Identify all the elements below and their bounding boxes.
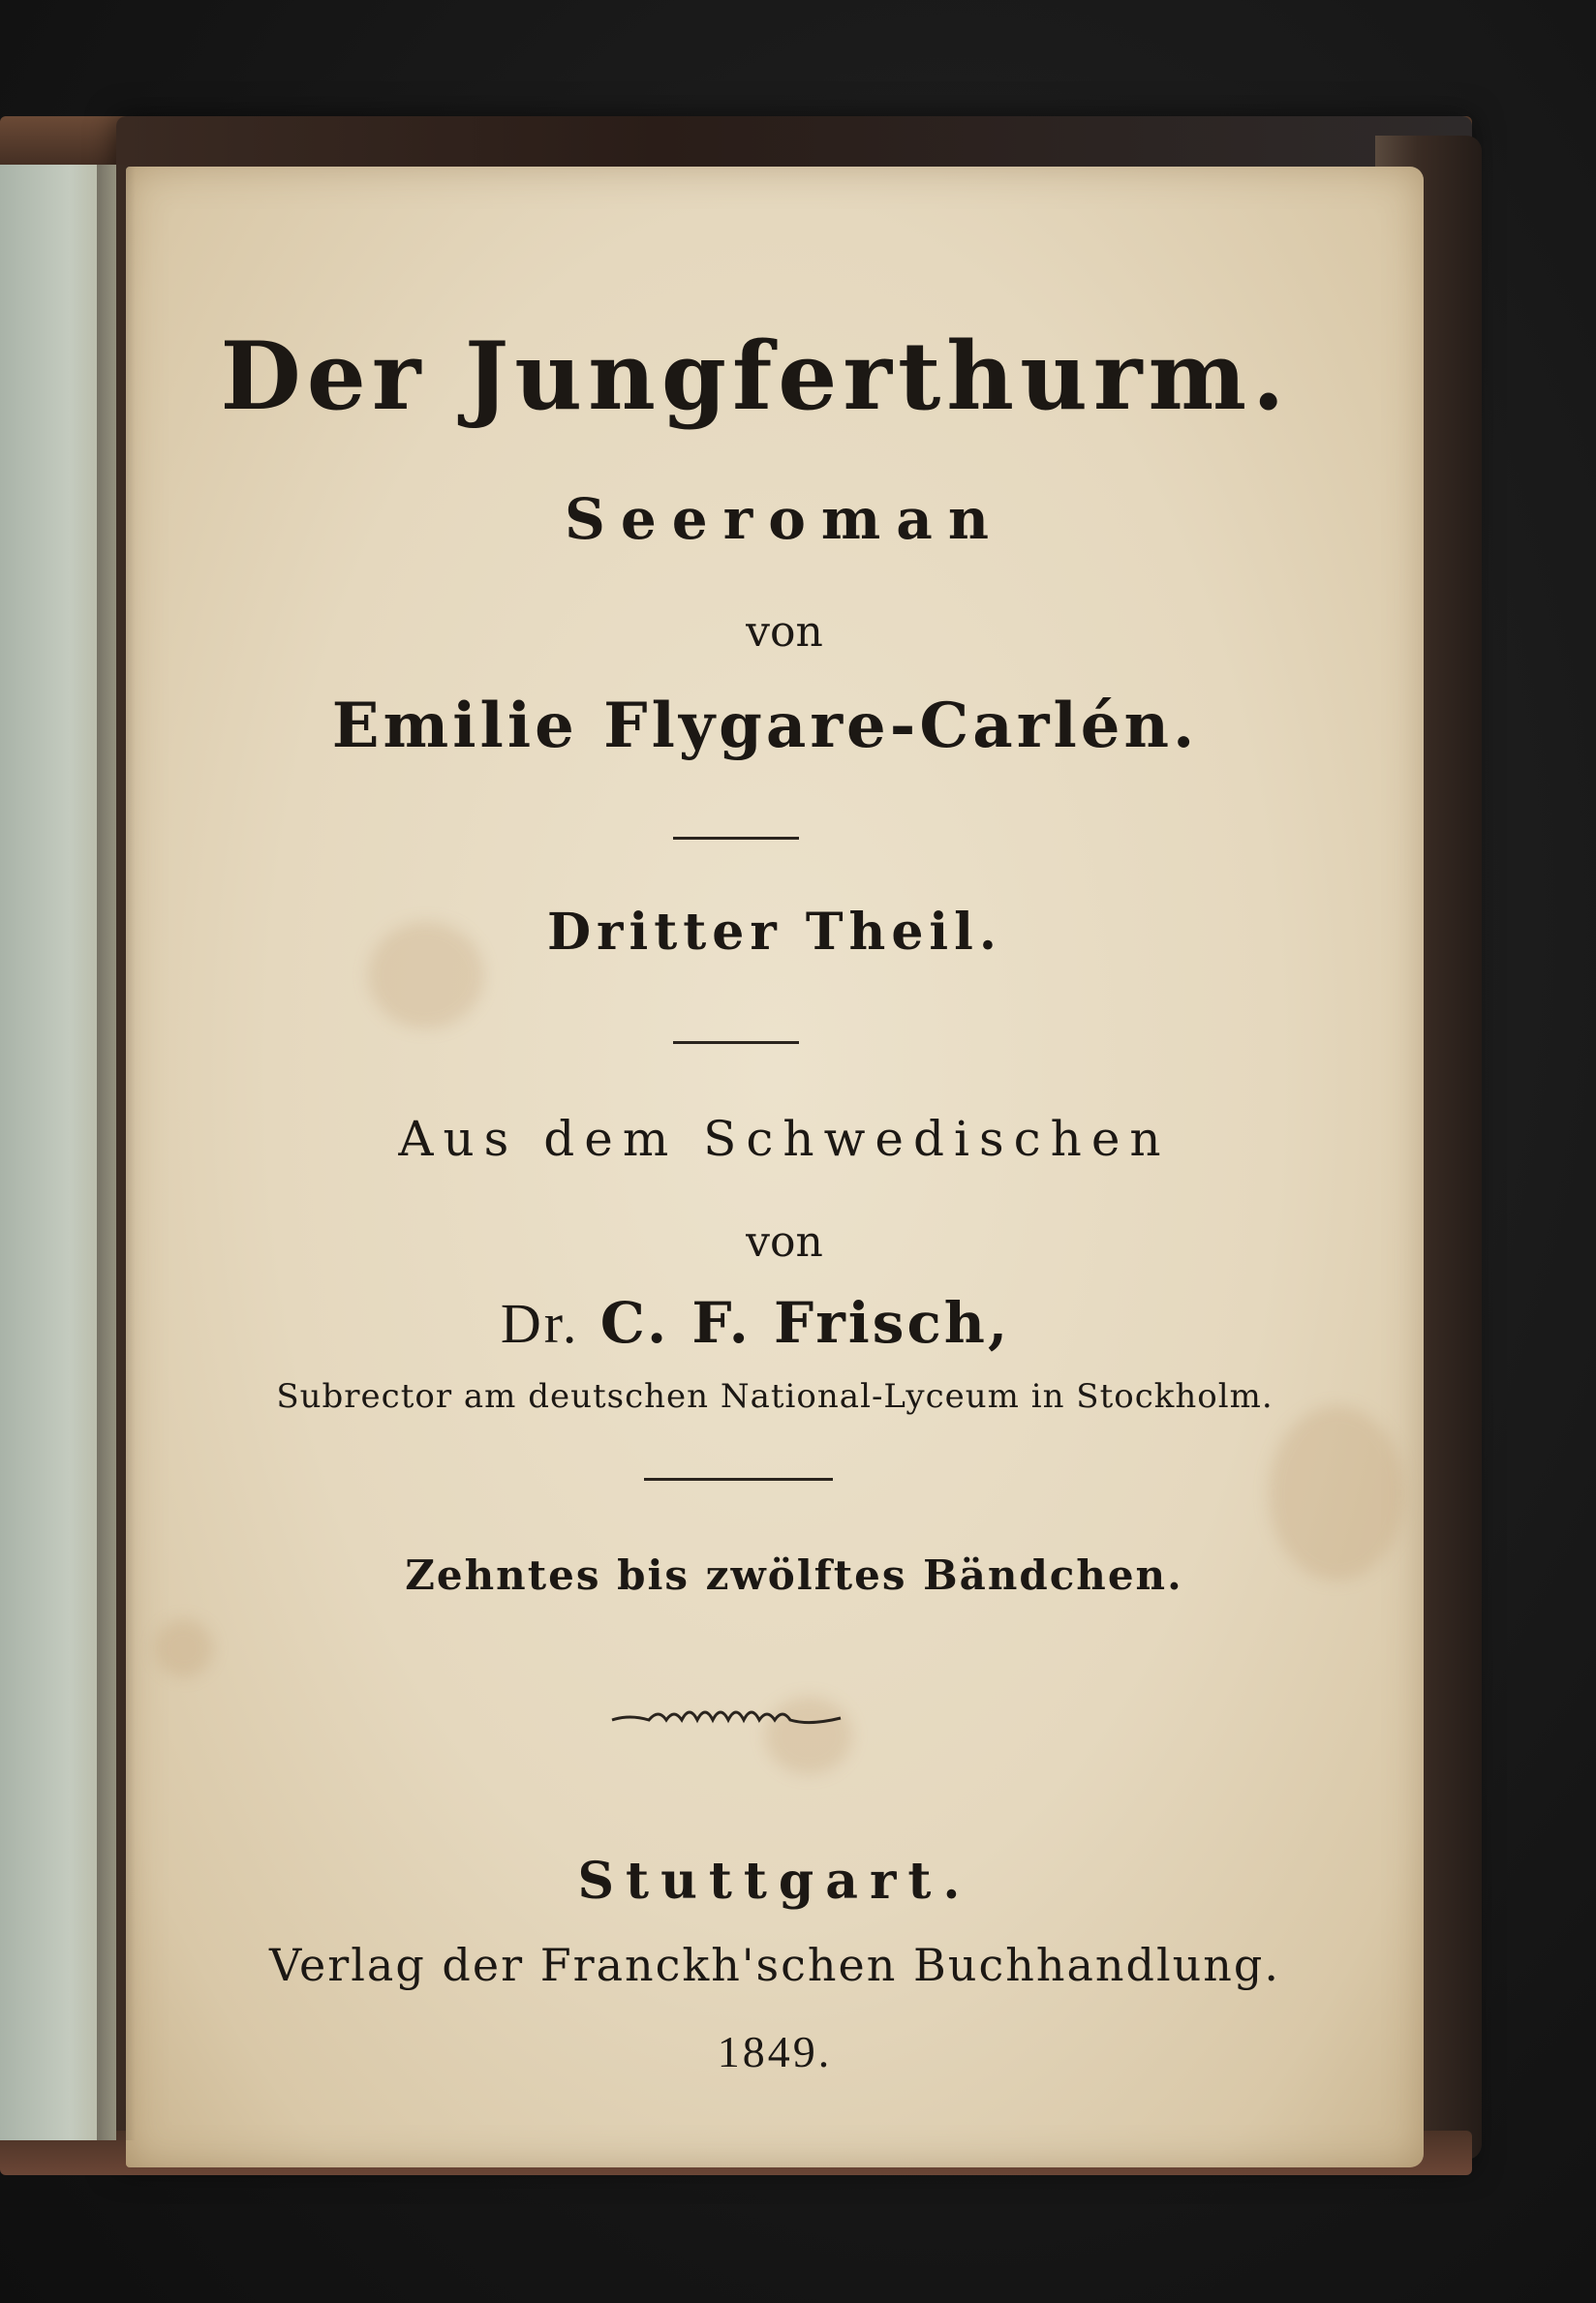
part-label: Dritter Theil. bbox=[546, 903, 1003, 962]
volume-range: Zehntes bis zwölftes Bändchen. bbox=[405, 1551, 1183, 1599]
publication-year: 1849. bbox=[717, 2027, 833, 2076]
author-name: Emilie Flygare-Carlén. bbox=[331, 690, 1199, 762]
book-gutter bbox=[97, 165, 136, 2140]
translator-name bbox=[107, 1290, 1404, 1356]
translator-initials-name: C. F. Frisch, bbox=[599, 1290, 1011, 1356]
title-page bbox=[126, 167, 1424, 2167]
divider-rule bbox=[644, 1478, 833, 1481]
publication-place: Stuttgart. bbox=[577, 1852, 972, 1911]
publisher: Verlag der Franckh'schen Buchhandlung. bbox=[269, 1939, 1280, 1991]
translator-affiliation: Subrector am deutschen National-Lyceum in Stockholm. bbox=[276, 1377, 1274, 1416]
book-title: Der Jungferthurm. bbox=[220, 322, 1291, 431]
divider-rule bbox=[673, 1041, 799, 1044]
ornament-flourish-icon bbox=[610, 1699, 843, 1737]
paper-stain bbox=[155, 1619, 213, 1677]
divider-rule bbox=[673, 837, 799, 840]
by-line: von bbox=[746, 1217, 823, 1267]
by-line: von bbox=[746, 607, 823, 657]
translation-note: Aus dem Schwedischen bbox=[398, 1111, 1171, 1167]
translator-title: Dr. bbox=[500, 1292, 580, 1355]
book-subtitle: Seeroman bbox=[564, 486, 1005, 552]
